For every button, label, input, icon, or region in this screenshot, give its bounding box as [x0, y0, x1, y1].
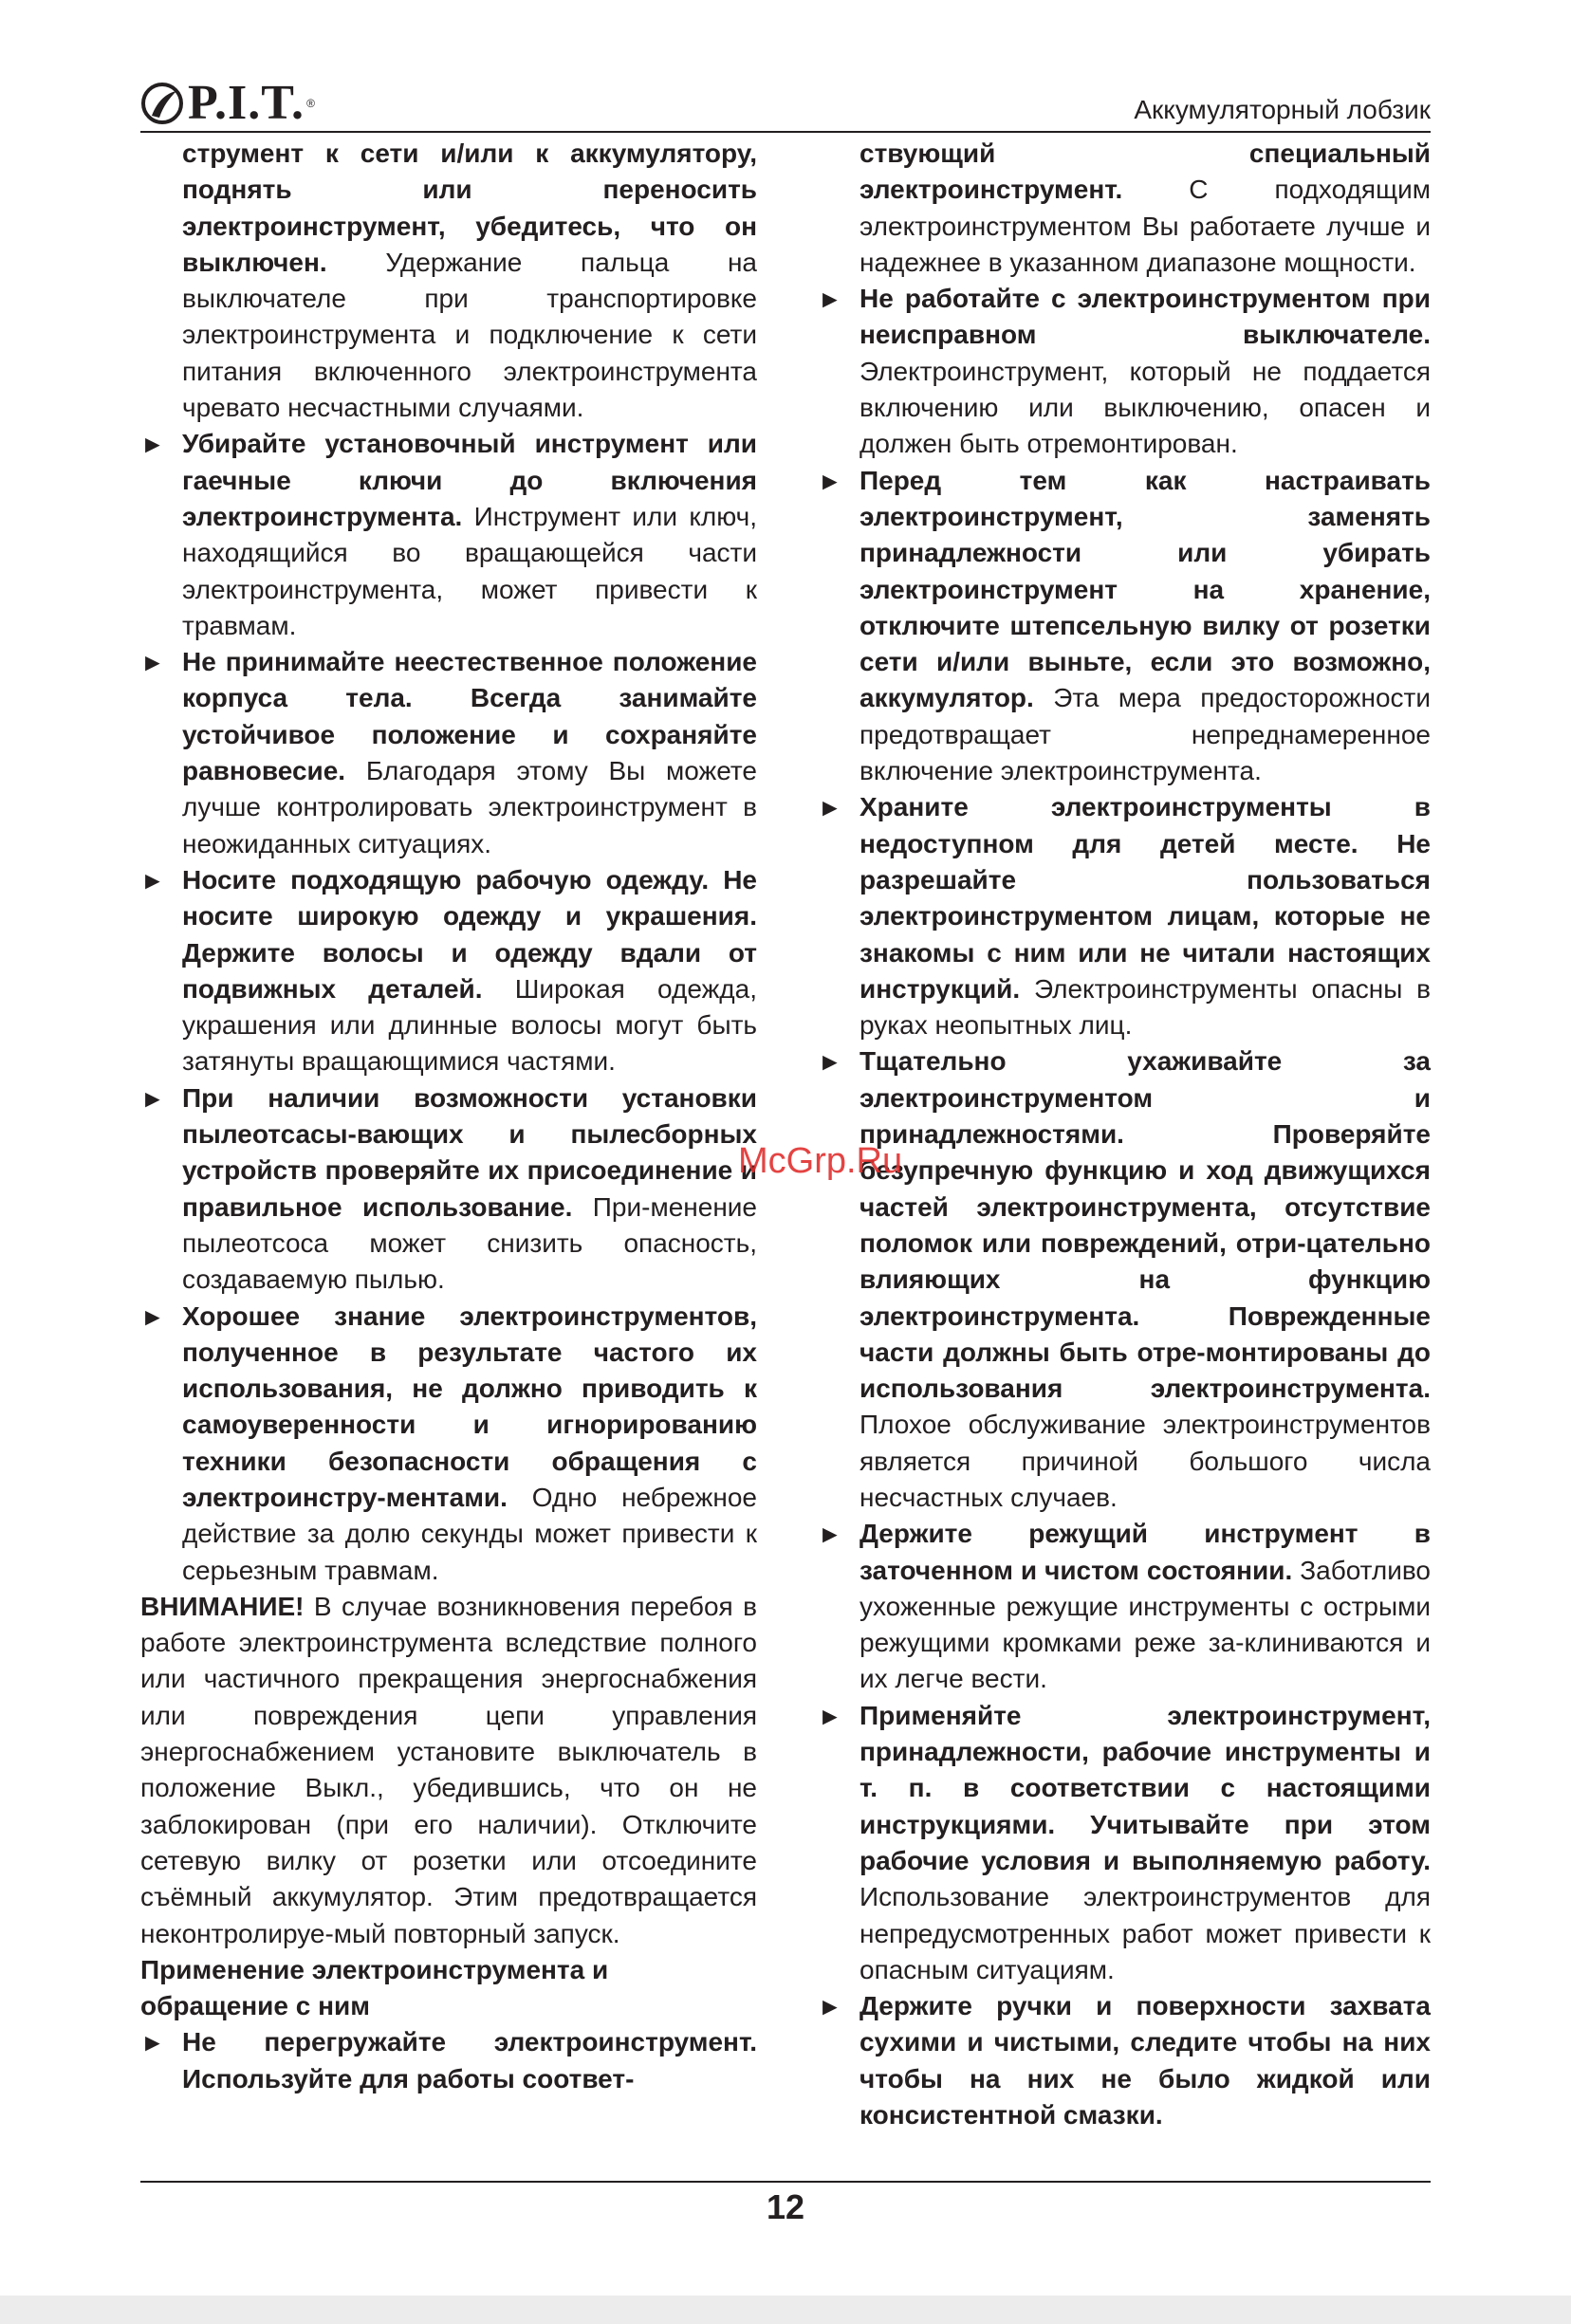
bullet-arrow-icon: ► [818, 285, 842, 314]
continued-list-item [140, 136, 757, 426]
bullet-arrow-icon: ► [140, 865, 165, 895]
body-text: Инструмент или ключ, находящийся во вращающейся части электроинструмента, может привести к травмам. [182, 501, 758, 640]
bold-lead-text: Тщательно ухаживайте за электроинструментом и принадлежностями. Проверяйте безупречную функцию и ход движущихся частей электроинструмента, отсутствие поломок или повреждений, отри-цательно влияющих на функцию электроинструмента. Поврежденные части должны быть отре-монтированы до использования электроинструмента. [859, 1046, 1431, 1404]
bold-lead-text: Держите ручки и поверхности захвата сухими и чистыми, следите чтобы на них чтобы на них не было жидкой или консистентной смазки. [859, 1991, 1431, 2130]
bullet-arrow-icon: ► [140, 1301, 165, 1331]
list-item [140, 644, 757, 862]
bullet-arrow-icon: ► [818, 793, 842, 822]
bold-lead-text: При наличии возможности установки пылеотсасы-вающих и пылесборных устройств проверяйте их присоединение и правильное использование. [182, 1082, 757, 1222]
left-column [140, 136, 757, 2097]
bold-lead-text: Не работайте с электроинструментом при неисправном выключателе. [859, 284, 1431, 350]
footer-rule [140, 2181, 1431, 2183]
bullet-arrow-icon: ► [818, 1047, 842, 1077]
bold-lead-text: Носите подходящую рабочую одежду. Не носите широкую одежду и украшения. Держите волосы и одежду вдали от подвижных деталей. [182, 864, 757, 1004]
header-rule [140, 131, 1431, 133]
body-text: Благодаря этому Вы можете лучше контролировать электроинструмент в неожиданных ситуациях. [182, 756, 758, 858]
pit-logo-icon [140, 82, 184, 125]
list-item [818, 281, 1431, 462]
bullet-arrow-icon: ► [818, 1520, 842, 1549]
list-item [818, 1043, 1431, 1516]
warning-paragraph [140, 1589, 757, 1952]
list-item [140, 1299, 757, 1589]
page-header [140, 74, 1431, 133]
list-item [818, 1698, 1431, 1988]
document-title: Аккумуляторный лобзик [1134, 95, 1431, 124]
list-item [818, 463, 1431, 790]
bold-lead-text: Храните электроинструменты в недоступном для детей месте. Не разрешайте пользоваться электроинструментом лицам, которые не знакомы с ним или не читали настоящих инструкций. [859, 792, 1431, 1004]
pit-logo [140, 74, 315, 133]
body-text: Плохое обслуживание электроинструментов является причиной большого числа несчастных случаев. [859, 1410, 1431, 1512]
bullet-arrow-icon: ► [140, 1083, 165, 1113]
bullet-arrow-icon: ► [140, 430, 165, 459]
bold-lead-text: Не перегружайте электроинструмент. Используйте для работы соответ- [182, 2027, 757, 2093]
bullet-arrow-icon: ► [818, 1992, 842, 2021]
bullet-arrow-icon: ► [140, 648, 165, 677]
bold-lead-text: ВНИМАНИЕ! [140, 1591, 305, 1621]
bottom-strip [0, 2296, 1571, 2324]
list-item [140, 426, 757, 644]
list-item [140, 2024, 757, 2097]
page-number: 12 [766, 2187, 805, 2226]
body-text: Использование электроинструментов для непредусмотренных работ может привести к опасным ситуациям. [859, 1882, 1431, 1984]
bold-lead-text: Убирайте установочный инструмент или гаечные ключи до включения электроинструмента. [182, 429, 757, 531]
body-text: Эта мера предосторожности предотвращает непреднамеренное включение электроинструмента. [859, 683, 1431, 786]
logo-text: P.I.T. [188, 76, 305, 130]
body-text: Электроинструмент, который не поддается включению или выключению, опасен и должен быть отремонтирован. [859, 356, 1431, 459]
bold-lead-text: ствующий специальный электроинструмент. [859, 138, 1431, 205]
watermark-text: McGrp.Ru [738, 1141, 903, 1181]
bold-lead-text: Перед тем как настраивать электроинструмент, заменять принадлежности или убирать электроинструмент на хранение, отключите штепсельную вилку от розетки сети и/или выньте, если это возможно, аккумулятор. [859, 465, 1431, 713]
list-item [140, 862, 757, 1080]
body-text: В случае возникновения перебоя в работе электроинструмента вследствие полного или частичного прекращения энергоснабжения или повреждения цепи управления энергоснабжением установите выключатель в положение Выкл., убедившись, что он не заблокирован (при его наличии). Отключите сетевую вилку от розетки или отсоедините съёмный аккумулятор. Этим предотвращается неконтролируе-мый повторный запуск. [140, 1591, 757, 1948]
list-item [818, 789, 1431, 1043]
registered-mark: ® [306, 97, 315, 110]
body-text: Заботливо ухоженные режущие инструменты с острыми режущими кромками реже за-клиниваются и их легче вести. [859, 1555, 1432, 1694]
list-item [818, 1988, 1431, 2133]
bold-lead-text: Не принимайте неестественное положение корпуса тела. Всегда занимайте устойчивое положение и сохраняйте равновесие. [182, 647, 757, 786]
bold-lead-text: Держите режущий инструмент в заточенном и чистом состоянии. [859, 1519, 1431, 1585]
body-text: Удержание пальца на выключателе при транспортировке электроинструмента и подключение к сети питания включенного электроинструмента чревато несчастными случаями. [182, 247, 757, 423]
bullet-arrow-icon: ► [818, 1701, 842, 1730]
bullet-arrow-icon: ► [818, 466, 842, 495]
list-item [818, 1516, 1431, 1697]
body-text: При-менение пылеотсоса может снизить опасность, создаваемую пылью. [182, 1191, 757, 1295]
body-text: С подходящим электроинструментом Вы работаете лучше и надежнее в указанном диапазоне мощности. [859, 175, 1432, 277]
bold-lead-text: Применяйте электроинструмент, принадлежности, рабочие инструменты и т. п. в соответствии с настоящими инструкциями. Учитывайте при этом рабочие условия и выполняемую работу. [859, 1700, 1431, 1875]
body-text: Электроинструменты опасны в руках неопытных лиц. [859, 973, 1431, 1041]
right-column [818, 136, 1431, 2133]
bold-lead-text: струмент к сети и/или к аккумулятору, поднять или переносить электроинструмент, убедитесь, что он выключен. [182, 138, 757, 277]
body-text: Широкая одежда, украшения или длинные волосы могут быть затянуты вращающимися частями. [182, 973, 757, 1077]
body-text: Одно небрежное действие за долю секунды может привести к серьезным травмам. [182, 1482, 757, 1585]
list-item [140, 1080, 757, 1299]
continued-list-item [818, 136, 1431, 281]
bullet-arrow-icon: ► [140, 2028, 165, 2057]
bold-lead-text: Хорошее знание электроинструментов, полученное в результате частого их использования, не должно приводить к самоуверенности и игнорированию техники безопасности обращения с электроинстру-ментами. [182, 1300, 757, 1512]
section-heading: Применение электроинструмента и обращение с ним [140, 1954, 609, 2021]
